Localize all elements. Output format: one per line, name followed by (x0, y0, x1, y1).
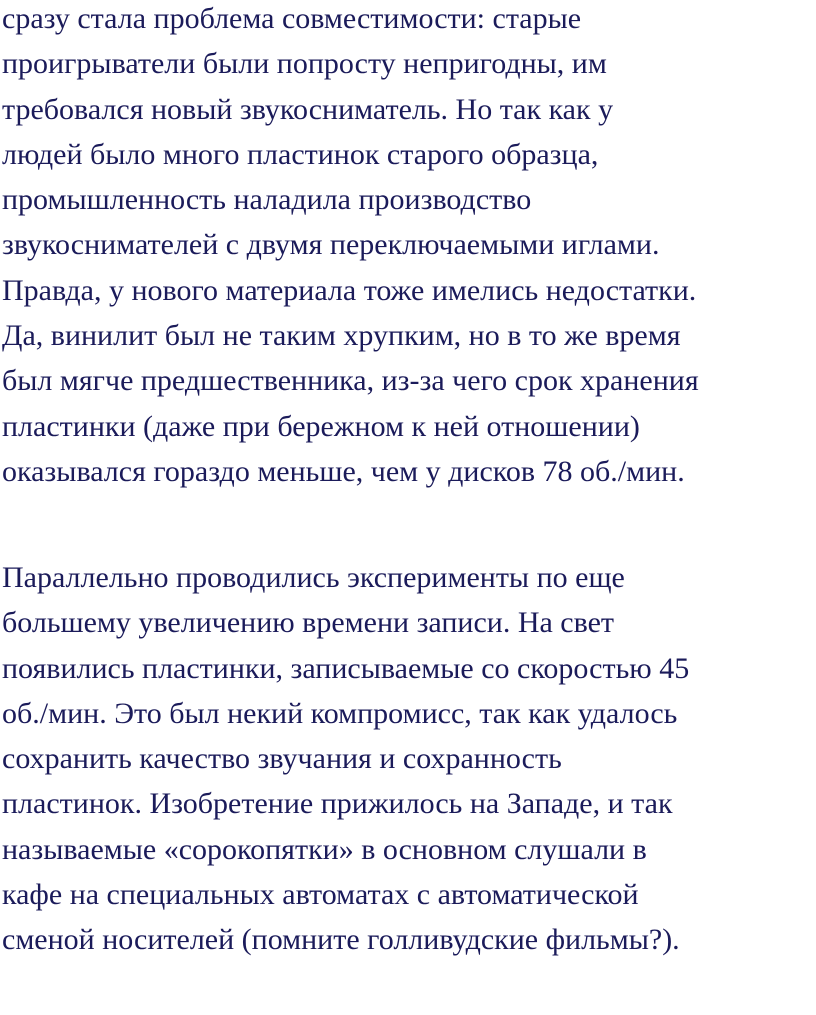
text-line: Параллельно проводились эксперименты по еще (2, 561, 625, 594)
text-line: называемые «сорокопятки» в основном слушали в (2, 832, 647, 866)
text-line: промышленность наладила производство (2, 183, 532, 217)
text-line: пластинок. Изобретение прижилось на Западе, и так (2, 787, 673, 821)
text-line: людей было много пластинок старого образца, (2, 137, 599, 171)
text-line: оказывался гораздо меньше, чем у дисков 78 об./мин. (2, 454, 685, 488)
text-line: пластинки (даже при бережном к ней отношении) (2, 409, 640, 443)
text-line: большему увеличению времени записи. На свет (2, 606, 615, 640)
paragraph-1 (2, 0, 699, 494)
text-line: был мягче предшественника, из-за чего срок хранения (2, 364, 699, 398)
paragraph-2 (2, 555, 689, 963)
text-line: Правда, у нового материала тоже имелись недостатки. (2, 273, 697, 307)
text-line: проигрыватели были попросту непригодны, им (2, 47, 607, 81)
text-line: об./мин. Это был некий компромисс, так как удалось (2, 696, 678, 730)
text-line: сразу стала проблема совместимости: старые (2, 2, 582, 35)
text-line: требовался новый звукосниматель. Но так как у (2, 92, 614, 126)
text-line: сменой носителей (помните голливудские фильмы?). (2, 923, 680, 957)
text-line: сохранить качество звучания и сохранность (2, 742, 562, 776)
text-line: звукоснимателей с двумя переключаемыми иглами. (2, 228, 660, 262)
text-line: кафе на специальных автоматах с автоматической (2, 878, 639, 912)
text-line: Да, винилит был не таким хрупким, но в то же время (2, 319, 681, 353)
text-line: появились пластинки, записываемые со скоростью 45 (2, 651, 690, 685)
